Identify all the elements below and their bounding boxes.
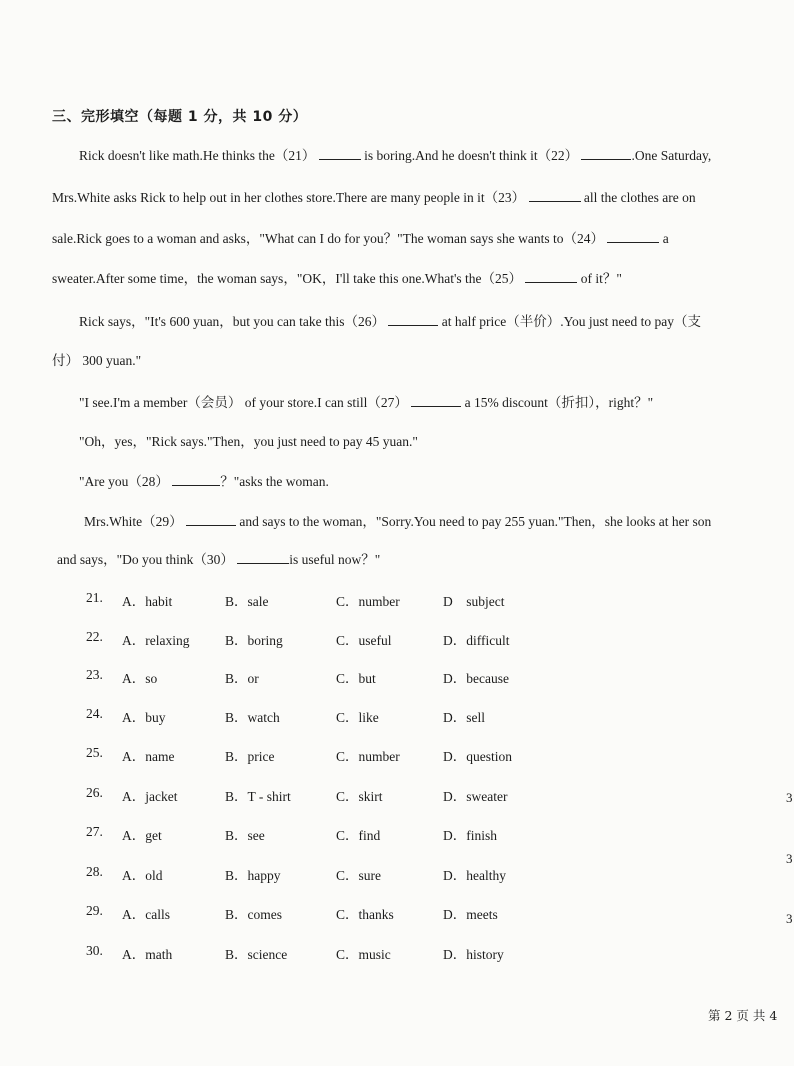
passage-line-9: "Are you（28） ？"asks the woman. (79, 474, 329, 489)
blank-30 (237, 551, 289, 564)
option-c: C．music (336, 947, 391, 962)
option-a: A．old (122, 868, 163, 883)
option-c: C．thanks (336, 907, 394, 922)
option-d: D．difficult (443, 633, 510, 648)
option-b: B．T - shirt (225, 789, 291, 804)
option-a: A．relaxing (122, 633, 190, 648)
passage-line-3: sale.Rick goes to a woman and asks，"What can I do for you？"The woman says she wants to（24） a (52, 231, 669, 246)
question-number: 25. (86, 745, 103, 760)
blank-29 (186, 513, 236, 526)
blank-21 (319, 147, 361, 160)
option-c: C．but (336, 671, 376, 686)
section-title: 三、完形填空（每题 1 分，共 10 分） (52, 109, 308, 125)
option-d: D．finish (443, 828, 497, 843)
option-c: C．number (336, 749, 400, 764)
passage-line-5: Rick says，"It's 600 yuan，but you can take this（26） at half price（半价）.You just need to pay（支 (79, 314, 701, 329)
question-number: 30. (86, 943, 103, 958)
option-b: B．see (225, 828, 265, 843)
option-b: B．boring (225, 633, 283, 648)
question-25-options (86, 745, 646, 763)
blank-24 (607, 230, 659, 243)
option-a: A．name (122, 749, 175, 764)
passage-line-4: sweater.After some time，the woman says，"OK，I'll take this one.What's the（25） of it？" (52, 271, 622, 286)
option-c: C．number (336, 594, 400, 609)
question-number: 24. (86, 706, 103, 721)
option-d: D．meets (443, 907, 498, 922)
option-a: A．so (122, 671, 158, 686)
option-b: B．watch (225, 710, 280, 725)
option-a: A．get (122, 828, 162, 843)
question-29-options (86, 903, 646, 921)
question-24-options (86, 706, 646, 724)
blank-23 (529, 189, 581, 202)
question-27-options (86, 824, 646, 842)
question-number: 29. (86, 903, 103, 918)
question-number: 23. (86, 667, 103, 682)
option-a: A．jacket (122, 789, 178, 804)
question-number: 26. (86, 785, 103, 800)
option-c: C．sure (336, 868, 381, 883)
option-a: A．calls (122, 907, 170, 922)
option-a: A．habit (122, 594, 173, 609)
option-d: D．question (443, 749, 512, 764)
option-b: B．science (225, 947, 288, 962)
option-c: C．find (336, 828, 381, 843)
option-a: A．buy (122, 710, 166, 725)
option-d: D．history (443, 947, 504, 962)
question-26-options (86, 785, 646, 803)
edge-mark: 3 (786, 790, 793, 805)
edge-mark: 3 (786, 911, 793, 926)
option-a: A．math (122, 947, 173, 962)
passage-line-6: 付） 300 yuan." (52, 353, 142, 368)
passage-line-7: "I see.I'm a member（会员） of your store.I can still（27） a 15% discount（折扣），right？" (79, 395, 654, 410)
option-d: D．because (443, 671, 509, 686)
question-number: 21. (86, 590, 103, 605)
option-d: D subject (443, 594, 505, 609)
option-d: D．sell (443, 710, 485, 725)
question-23-options (86, 667, 646, 685)
passage-line-10: Mrs.White（29） and says to the woman，"Sorry.You need to pay 255 yuan."Then，she looks at her son (84, 514, 712, 529)
passage-line-8: "Oh，yes，"Rick says."Then，you just need to pay 45 yuan." (79, 434, 418, 449)
option-b: B．happy (225, 868, 281, 883)
option-c: C．skirt (336, 789, 383, 804)
edge-mark: 3 (786, 851, 793, 866)
blank-28 (172, 473, 220, 486)
blank-27 (411, 394, 461, 407)
question-number: 27. (86, 824, 103, 839)
question-number: 28. (86, 864, 103, 879)
question-30-options (86, 943, 646, 961)
option-b: B．comes (225, 907, 282, 922)
passage-line-11: and says，"Do you think（30） is useful now？" (57, 552, 381, 567)
question-21-options (86, 590, 646, 608)
passage-line-1: Rick doesn't like math.He thinks the（21） is boring.And he doesn't think it（22） .One Saturday, (79, 148, 712, 163)
passage-line-2: Mrs.White asks Rick to help out in her clothes store.There are many people in it（23） all the clothes are on (52, 190, 696, 205)
question-number: 22. (86, 629, 103, 644)
option-c: C．useful (336, 633, 392, 648)
option-b: B．sale (225, 594, 269, 609)
question-22-options (86, 629, 646, 647)
page-footer: 第 2 页 共 4 (708, 1008, 778, 1023)
option-b: B．price (225, 749, 275, 764)
question-28-options (86, 864, 646, 882)
option-d: D．sweater (443, 789, 508, 804)
blank-26 (388, 313, 438, 326)
blank-22 (581, 147, 631, 160)
option-c: C．like (336, 710, 379, 725)
option-b: B．or (225, 671, 259, 686)
blank-25 (525, 270, 577, 283)
option-d: D．healthy (443, 868, 506, 883)
